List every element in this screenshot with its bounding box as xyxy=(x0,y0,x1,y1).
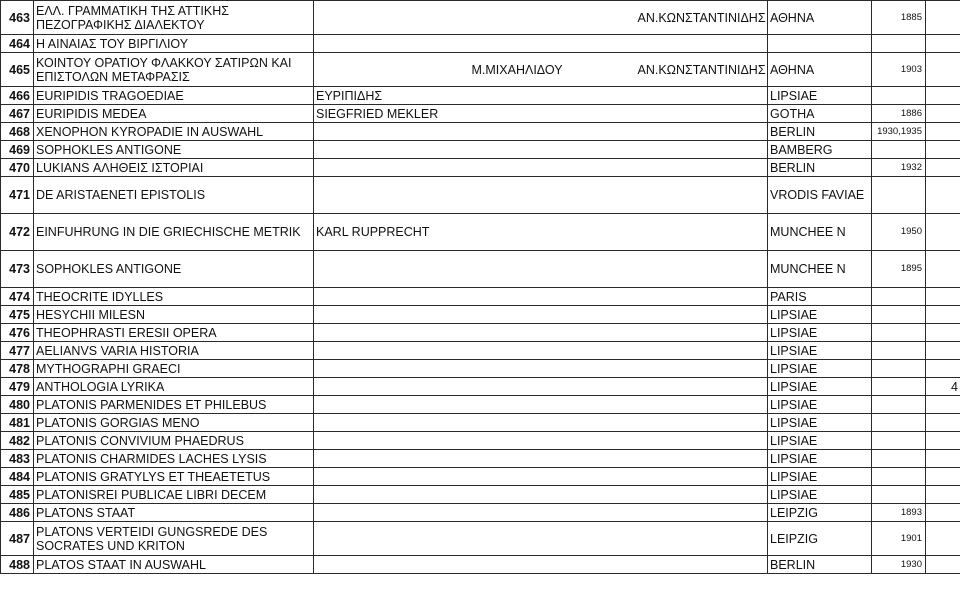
cell-year xyxy=(872,306,926,324)
cell-translator xyxy=(470,141,636,159)
cell-year: 1930,1935 xyxy=(872,123,926,141)
cell-city: LIPSIAE xyxy=(768,360,872,378)
cell-translator: Μ.ΜΙΧΑΗΛΙΔΟΥ xyxy=(470,53,636,87)
cell-extra xyxy=(926,251,960,288)
cell-title: MYTHOGRAPHI GRAECI xyxy=(34,360,314,378)
table-row xyxy=(1,468,960,486)
table-row xyxy=(1,87,960,105)
cell-num: 477 xyxy=(1,342,34,360)
table-row xyxy=(1,123,960,141)
cell-extra xyxy=(926,1,960,35)
cell-publisher xyxy=(636,414,768,432)
cell-title: EURIPIDIS TRAGOEDIAE xyxy=(34,87,314,105)
cell-year: 1885 xyxy=(872,1,926,35)
cell-city: PARIS xyxy=(768,288,872,306)
cell-publisher xyxy=(636,159,768,177)
table-row xyxy=(1,53,960,87)
cell-title: SOPHOKLES ANTIGONE xyxy=(34,141,314,159)
cell-translator xyxy=(470,396,636,414)
cell-num: 488 xyxy=(1,556,34,574)
cell-title: XENOPHON KYROPADIE IN AUSWAHL xyxy=(34,123,314,141)
cell-title: PLATONIS PARMENIDES ET PHILEBUS xyxy=(34,396,314,414)
cell-num: 486 xyxy=(1,504,34,522)
cell-title: THEOPHRASTI ERESII OPERA xyxy=(34,324,314,342)
table-row xyxy=(1,360,960,378)
cell-extra xyxy=(926,288,960,306)
cell-publisher xyxy=(636,504,768,522)
cell-author: SIEGFRIED MEKLER xyxy=(314,105,470,123)
cell-city: LIPSIAE xyxy=(768,378,872,396)
cell-extra xyxy=(926,87,960,105)
table-row xyxy=(1,342,960,360)
cell-translator xyxy=(470,251,636,288)
cell-city: LIPSIAE xyxy=(768,342,872,360)
cell-translator xyxy=(470,288,636,306)
cell-translator xyxy=(470,360,636,378)
cell-publisher xyxy=(636,141,768,159)
cell-year: 1903 xyxy=(872,53,926,87)
cell-translator xyxy=(470,504,636,522)
cell-author xyxy=(314,251,470,288)
cell-translator xyxy=(470,414,636,432)
cell-translator xyxy=(470,87,636,105)
cell-author xyxy=(314,486,470,504)
table-row xyxy=(1,177,960,214)
cell-extra xyxy=(926,53,960,87)
cell-translator xyxy=(470,324,636,342)
cell-author xyxy=(314,468,470,486)
cell-title: ΕΛΛ. ΓΡΑΜΜΑΤΙΚΗ ΤΗΣ ΑΤΤΙΚΗΣ ΠΕΖΟΓΡΑΦΙΚΗΣ ΔΙΑΛΕΚΤΟΥ xyxy=(34,1,314,35)
cell-translator xyxy=(470,1,636,35)
cell-author xyxy=(314,396,470,414)
cell-city: LIPSIAE xyxy=(768,432,872,450)
cell-year xyxy=(872,468,926,486)
cell-num: 464 xyxy=(1,35,34,53)
cell-title: PLATONIS CHARMIDES LACHES LYSIS xyxy=(34,450,314,468)
cell-author xyxy=(314,141,470,159)
table-row xyxy=(1,450,960,468)
cell-author xyxy=(314,306,470,324)
cell-num: 482 xyxy=(1,432,34,450)
table-row xyxy=(1,159,960,177)
cell-num: 479 xyxy=(1,378,34,396)
cell-num: 478 xyxy=(1,360,34,378)
table-row xyxy=(1,35,960,53)
cell-title: EURIPIDIS MEDEA xyxy=(34,105,314,123)
cell-author xyxy=(314,288,470,306)
cell-city: LIPSIAE xyxy=(768,450,872,468)
cell-author xyxy=(314,123,470,141)
cell-publisher xyxy=(636,432,768,450)
cell-extra xyxy=(926,324,960,342)
cell-city: VRODIS FAVIAE xyxy=(768,177,872,214)
cell-publisher xyxy=(636,342,768,360)
cell-num: 472 xyxy=(1,214,34,251)
cell-title: Η ΑΙΝΑΙΑΣ ΤΟΥ ΒΙΡΓΙΛΙΟΥ xyxy=(34,35,314,53)
cell-title: PLATONIS GRATYLYS ET THEAETETUS xyxy=(34,468,314,486)
cell-city: LIPSIAE xyxy=(768,396,872,414)
cell-publisher xyxy=(636,123,768,141)
cell-num: 476 xyxy=(1,324,34,342)
cell-year: 1886 xyxy=(872,105,926,123)
cell-extra xyxy=(926,342,960,360)
cell-author xyxy=(314,1,470,35)
cell-year xyxy=(872,324,926,342)
cell-num: 480 xyxy=(1,396,34,414)
cell-year: 1932 xyxy=(872,159,926,177)
cell-title: HESYCHII MILESN xyxy=(34,306,314,324)
cell-author xyxy=(314,450,470,468)
cell-translator xyxy=(470,105,636,123)
cell-num: 485 xyxy=(1,486,34,504)
cell-extra xyxy=(926,432,960,450)
cell-city: BERLIN xyxy=(768,556,872,574)
cell-extra xyxy=(926,396,960,414)
cell-author xyxy=(314,342,470,360)
cell-title: PLATONISREI PUBLICAE LIBRI DECEM xyxy=(34,486,314,504)
cell-extra xyxy=(926,141,960,159)
table-row xyxy=(1,141,960,159)
cell-num: 468 xyxy=(1,123,34,141)
cell-author xyxy=(314,159,470,177)
cell-year xyxy=(872,360,926,378)
cell-city: GOTHA xyxy=(768,105,872,123)
cell-num: 466 xyxy=(1,87,34,105)
cell-author: KARL RUPPRECHT xyxy=(314,214,470,251)
cell-author xyxy=(314,360,470,378)
cell-title: SOPHOKLES ANTIGONE xyxy=(34,251,314,288)
cell-author xyxy=(314,556,470,574)
cell-author xyxy=(314,432,470,450)
cell-year xyxy=(872,342,926,360)
cell-extra xyxy=(926,468,960,486)
cell-publisher xyxy=(636,214,768,251)
cell-num: 487 xyxy=(1,522,34,556)
cell-extra xyxy=(926,123,960,141)
cell-city: LIPSIAE xyxy=(768,87,872,105)
table-row xyxy=(1,396,960,414)
cell-publisher xyxy=(636,177,768,214)
cell-city: LIPSIAE xyxy=(768,306,872,324)
cell-extra xyxy=(926,105,960,123)
table-row xyxy=(1,288,960,306)
cell-extra: 4 xyxy=(926,378,960,396)
cell-publisher xyxy=(636,87,768,105)
cell-title: ΚΟΙΝΤΟΥ ΟΡΑΤΙΟΥ ΦΛΑΚΚΟΥ ΣΑΤΙΡΩΝ ΚΑΙ ΕΠΙΣΤΟΛΩΝ ΜΕΤΑΦΡΑΣΙΣ xyxy=(34,53,314,87)
cell-extra xyxy=(926,522,960,556)
cell-year xyxy=(872,450,926,468)
cell-year: 1895 xyxy=(872,251,926,288)
cell-title: THEOCRITE IDYLLES xyxy=(34,288,314,306)
cell-extra xyxy=(926,556,960,574)
cell-num: 469 xyxy=(1,141,34,159)
cell-publisher xyxy=(636,468,768,486)
cell-author xyxy=(314,53,470,87)
cell-title: PLATOS STAAT IN AUSWAHL xyxy=(34,556,314,574)
cell-year xyxy=(872,35,926,53)
cell-translator xyxy=(470,159,636,177)
cell-extra xyxy=(926,306,960,324)
cell-extra xyxy=(926,414,960,432)
cell-num: 473 xyxy=(1,251,34,288)
cell-year xyxy=(872,432,926,450)
cell-publisher xyxy=(636,105,768,123)
cell-city: LEIPZIG xyxy=(768,504,872,522)
cell-translator xyxy=(470,342,636,360)
cell-year xyxy=(872,414,926,432)
table-row xyxy=(1,504,960,522)
cell-extra xyxy=(926,177,960,214)
cell-publisher: ΑΝ.ΚΩΝΣΤΑΝΤΙΝΙΔΗΣ xyxy=(636,1,768,35)
cell-translator xyxy=(470,556,636,574)
cell-city: MUNCHEE N xyxy=(768,214,872,251)
cell-year xyxy=(872,141,926,159)
cell-num: 483 xyxy=(1,450,34,468)
cell-title: ANTHOLOGIA LYRIKA xyxy=(34,378,314,396)
cell-city xyxy=(768,35,872,53)
cell-title: AELIANVS VARIA HISTORIA xyxy=(34,342,314,360)
cell-author xyxy=(314,378,470,396)
cell-translator xyxy=(470,177,636,214)
cell-translator xyxy=(470,123,636,141)
cell-translator xyxy=(470,378,636,396)
cell-extra xyxy=(926,486,960,504)
cell-publisher xyxy=(636,486,768,504)
cell-title: LUKIANS ΑΛΗΘΕΙΣ ΙΣΤΟΡΙΑΙ xyxy=(34,159,314,177)
cell-translator xyxy=(470,522,636,556)
cell-num: 467 xyxy=(1,105,34,123)
cell-city: LIPSIAE xyxy=(768,468,872,486)
cell-title: EINFUHRUNG IN DIE GRIECHISCHE METRIK xyxy=(34,214,314,251)
cell-year: 1893 xyxy=(872,504,926,522)
cell-publisher xyxy=(636,306,768,324)
catalog-rows xyxy=(1,1,960,574)
cell-title: PLATONS STAAT xyxy=(34,504,314,522)
cell-year xyxy=(872,177,926,214)
cell-city: LIPSIAE xyxy=(768,486,872,504)
cell-author xyxy=(314,324,470,342)
cell-year: 1930 xyxy=(872,556,926,574)
cell-city: LEIPZIG xyxy=(768,522,872,556)
cell-publisher xyxy=(636,378,768,396)
cell-city: MUNCHEE N xyxy=(768,251,872,288)
table-row xyxy=(1,556,960,574)
cell-city: BERLIN xyxy=(768,159,872,177)
cell-extra xyxy=(926,35,960,53)
cell-extra xyxy=(926,159,960,177)
cell-num: 470 xyxy=(1,159,34,177)
cell-city: LIPSIAE xyxy=(768,324,872,342)
cell-title: PLATONIS GORGIAS MENO xyxy=(34,414,314,432)
cell-translator xyxy=(470,486,636,504)
table-row xyxy=(1,378,960,396)
cell-city: BERLIN xyxy=(768,123,872,141)
cell-city: ΑΘΗΝΑ xyxy=(768,1,872,35)
cell-extra xyxy=(926,360,960,378)
cell-year xyxy=(872,288,926,306)
cell-translator xyxy=(470,432,636,450)
table-row xyxy=(1,486,960,504)
cell-year: 1950 xyxy=(872,214,926,251)
cell-year xyxy=(872,396,926,414)
table-row xyxy=(1,522,960,556)
cell-title: DE ARISTAENETI EPISTOLIS xyxy=(34,177,314,214)
cell-publisher xyxy=(636,450,768,468)
cell-publisher: ΑΝ.ΚΩΝΣΤΑΝΤΙΝΙΔΗΣ xyxy=(636,53,768,87)
cell-year xyxy=(872,486,926,504)
cell-publisher xyxy=(636,556,768,574)
cell-num: 484 xyxy=(1,468,34,486)
cell-title: PLATONS VERTEIDI GUNGSREDE DES SOCRATES UND KRITON xyxy=(34,522,314,556)
cell-num: 463 xyxy=(1,1,34,35)
cell-translator xyxy=(470,306,636,324)
cell-publisher xyxy=(636,324,768,342)
cell-translator xyxy=(470,468,636,486)
cell-num: 474 xyxy=(1,288,34,306)
cell-city: BAMBERG xyxy=(768,141,872,159)
cell-translator xyxy=(470,214,636,251)
cell-extra xyxy=(926,214,960,251)
cell-author xyxy=(314,522,470,556)
cell-author xyxy=(314,414,470,432)
cell-publisher xyxy=(636,251,768,288)
table-row xyxy=(1,432,960,450)
cell-publisher xyxy=(636,35,768,53)
cell-author xyxy=(314,35,470,53)
cell-num: 471 xyxy=(1,177,34,214)
table-row xyxy=(1,251,960,288)
cell-publisher xyxy=(636,522,768,556)
table-row xyxy=(1,414,960,432)
cell-publisher xyxy=(636,396,768,414)
cell-city: LIPSIAE xyxy=(768,414,872,432)
cell-year xyxy=(872,378,926,396)
table-row xyxy=(1,1,960,35)
cell-year: 1901 xyxy=(872,522,926,556)
cell-publisher xyxy=(636,288,768,306)
cell-publisher xyxy=(636,360,768,378)
cell-author xyxy=(314,504,470,522)
cell-num: 465 xyxy=(1,53,34,87)
cell-author: ΕΥΡΙΠΙΔΗΣ xyxy=(314,87,470,105)
cell-city: ΑΘΗΝΑ xyxy=(768,53,872,87)
cell-translator xyxy=(470,450,636,468)
cell-translator xyxy=(470,35,636,53)
table-row xyxy=(1,214,960,251)
cell-extra xyxy=(926,450,960,468)
table-row xyxy=(1,324,960,342)
cell-num: 475 xyxy=(1,306,34,324)
table-row xyxy=(1,306,960,324)
cell-author xyxy=(314,177,470,214)
cell-extra xyxy=(926,504,960,522)
cell-year xyxy=(872,87,926,105)
cell-num: 481 xyxy=(1,414,34,432)
table-row xyxy=(1,105,960,123)
cell-title: PLATONIS CONVIVIUM PHAEDRUS xyxy=(34,432,314,450)
